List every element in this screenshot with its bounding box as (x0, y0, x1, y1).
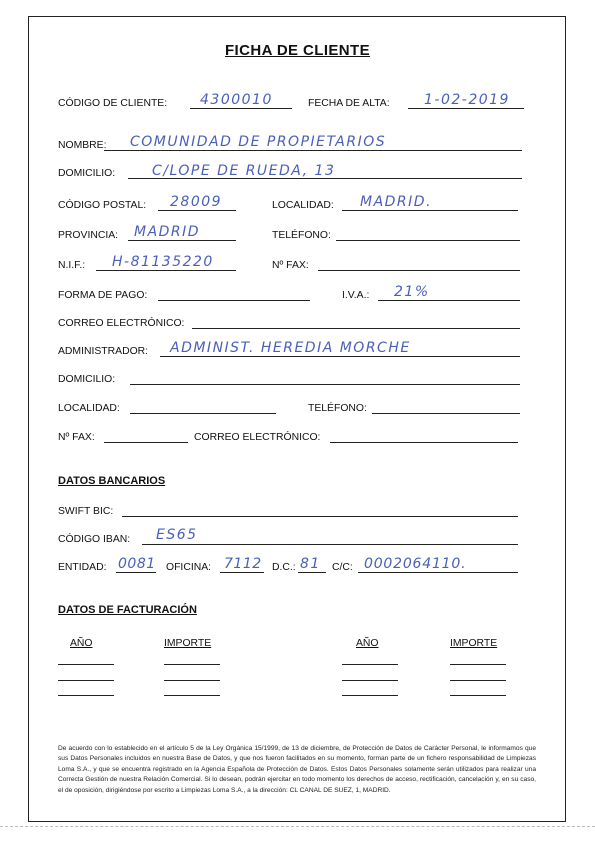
provincia-label: PROVINCIA: (58, 230, 119, 241)
provincia-line (128, 240, 236, 241)
entidad-line (116, 572, 156, 573)
codigo-cliente-line (190, 108, 292, 109)
nombre-line (104, 150, 522, 151)
correo-line (192, 328, 520, 329)
telefono2-line (372, 413, 520, 414)
billing-line[interactable] (342, 680, 398, 681)
col-ano-1: AÑO (70, 638, 93, 649)
nombre-label: NOMBRE: (58, 140, 107, 151)
billing-line[interactable] (164, 664, 220, 665)
codigo-cliente-value[interactable]: 4300010 (200, 92, 273, 108)
provincia-value[interactable]: MADRID (134, 224, 201, 240)
telefono2-label: TELÉFONO: (308, 403, 367, 414)
iban-line (142, 544, 518, 545)
swift-label: SWIFT BIC: (58, 506, 114, 517)
form-title: FICHA DE CLIENTE (224, 42, 370, 59)
billing-line[interactable] (164, 695, 220, 696)
billing-line[interactable] (450, 695, 506, 696)
swift-line (122, 516, 518, 517)
page-edge (0, 826, 595, 827)
legal-notice: De acuerdo con lo establecido en el artículo 5 de la Ley Orgánica 15/1999, de 13 de diciembre, de Protección de Datos de Carácter Personal, le informamos que sus Datos Personales incluidos en nuestra Base de Datos, y que nos fueron facilitados en su momento, forman parte de un fichero responsabilidad de Limpiezas Loma S.A., y que se encuentra registrado en la Agencia Española de Protección de Datos. Estos Datos Personales solamente serán utilizados para realizar una Correcta Gestión de nuestra Relación Comercial. Si lo desean, podrán ejercitar en todo momento los derechos de acceso, rectificación, cancelación y, en su caso, el de oposición, dirigiéndose por escrito a Limpiezas Loma S.A., a la dirección: CL CANAL DE SUEZ, 1, MADRID. (58, 745, 536, 794)
administrador-label: ADMINISTRADOR: (58, 346, 149, 357)
billing-line[interactable] (342, 664, 398, 665)
datos-bancarios-title: DATOS BANCARIOS (58, 475, 166, 487)
nif-value[interactable]: H-81135220 (112, 254, 214, 270)
iban-label: CÓDIGO IBAN: (58, 534, 131, 545)
fecha-alta-label: FECHA DE ALTA: (308, 98, 390, 109)
domicilio-value[interactable]: C/LOPE DE RUEDA, 13 (152, 163, 336, 179)
iva-value[interactable]: 21% (394, 284, 430, 300)
col-importe-1: IMPORTE (164, 638, 212, 649)
nif-line (96, 270, 236, 271)
telefono-label: TELÉFONO: (272, 230, 331, 241)
entidad-label: ENTIDAD: (58, 562, 107, 573)
fax-line (318, 270, 520, 271)
localidad-value[interactable]: MADRID. (360, 194, 433, 210)
iban-value[interactable]: ES65 (156, 527, 198, 543)
domicilio2-label: DOMICILIO: (58, 374, 116, 385)
correo-label: CORREO ELECTRÓNICO: (58, 318, 185, 329)
correo2-line (330, 442, 518, 443)
forma-pago-label: FORMA DE PAGO: (58, 290, 148, 301)
cc-label: C/C: (332, 562, 353, 573)
correo2-label: CORREO ELECTRÓNICO: (194, 432, 321, 443)
fax2-line (104, 442, 188, 443)
billing-line[interactable] (450, 680, 506, 681)
fax2-label: Nº FAX: (58, 432, 95, 443)
oficina-value[interactable]: 7112 (224, 556, 262, 572)
oficina-line (220, 572, 264, 573)
nif-label: N.I.F.: (58, 260, 86, 271)
iva-line (378, 300, 520, 301)
telefono-line (336, 240, 520, 241)
oficina-label: OFICINA: (166, 562, 212, 573)
localidad2-label: LOCALIDAD: (58, 403, 120, 414)
localidad-line (342, 210, 518, 211)
entidad-value[interactable]: 0081 (118, 556, 156, 572)
billing-line[interactable] (58, 680, 114, 681)
datos-facturacion-title: DATOS DE FACTURACIÓN (58, 604, 197, 616)
fecha-alta-value[interactable]: 1-02-2019 (424, 92, 510, 108)
billing-line[interactable] (450, 664, 506, 665)
cc-value[interactable]: 0002064110. (364, 556, 467, 572)
administrador-value[interactable]: ADMINIST. HEREDIA MORCHE (170, 340, 411, 356)
fecha-alta-line (408, 108, 524, 109)
billing-line[interactable] (58, 664, 114, 665)
fax-label: Nº FAX: (272, 260, 309, 271)
dc-value[interactable]: 81 (300, 556, 321, 572)
cc-line (358, 572, 518, 573)
dc-label: D.C.: (272, 562, 296, 573)
iva-label: I.V.A.: (342, 290, 370, 301)
col-ano-2: AÑO (356, 638, 379, 649)
domicilio-label: DOMICILIO: (58, 168, 116, 179)
codigo-postal-line (158, 210, 236, 211)
dc-line (298, 572, 326, 573)
billing-line[interactable] (58, 695, 114, 696)
localidad2-line (130, 413, 276, 414)
codigo-postal-value[interactable]: 28009 (170, 194, 223, 210)
domicilio2-line (130, 384, 520, 385)
col-importe-2: IMPORTE (450, 638, 498, 649)
forma-pago-line (158, 300, 310, 301)
codigo-postal-label: CÓDIGO POSTAL: (58, 200, 147, 211)
administrador-line (160, 356, 520, 357)
localidad-label: LOCALIDAD: (272, 200, 334, 211)
billing-line[interactable] (164, 680, 220, 681)
codigo-cliente-label: CÓDIGO DE CLIENTE: (58, 98, 168, 109)
billing-line[interactable] (342, 695, 398, 696)
nombre-value[interactable]: COMUNIDAD DE PROPIETARIOS (130, 134, 387, 150)
